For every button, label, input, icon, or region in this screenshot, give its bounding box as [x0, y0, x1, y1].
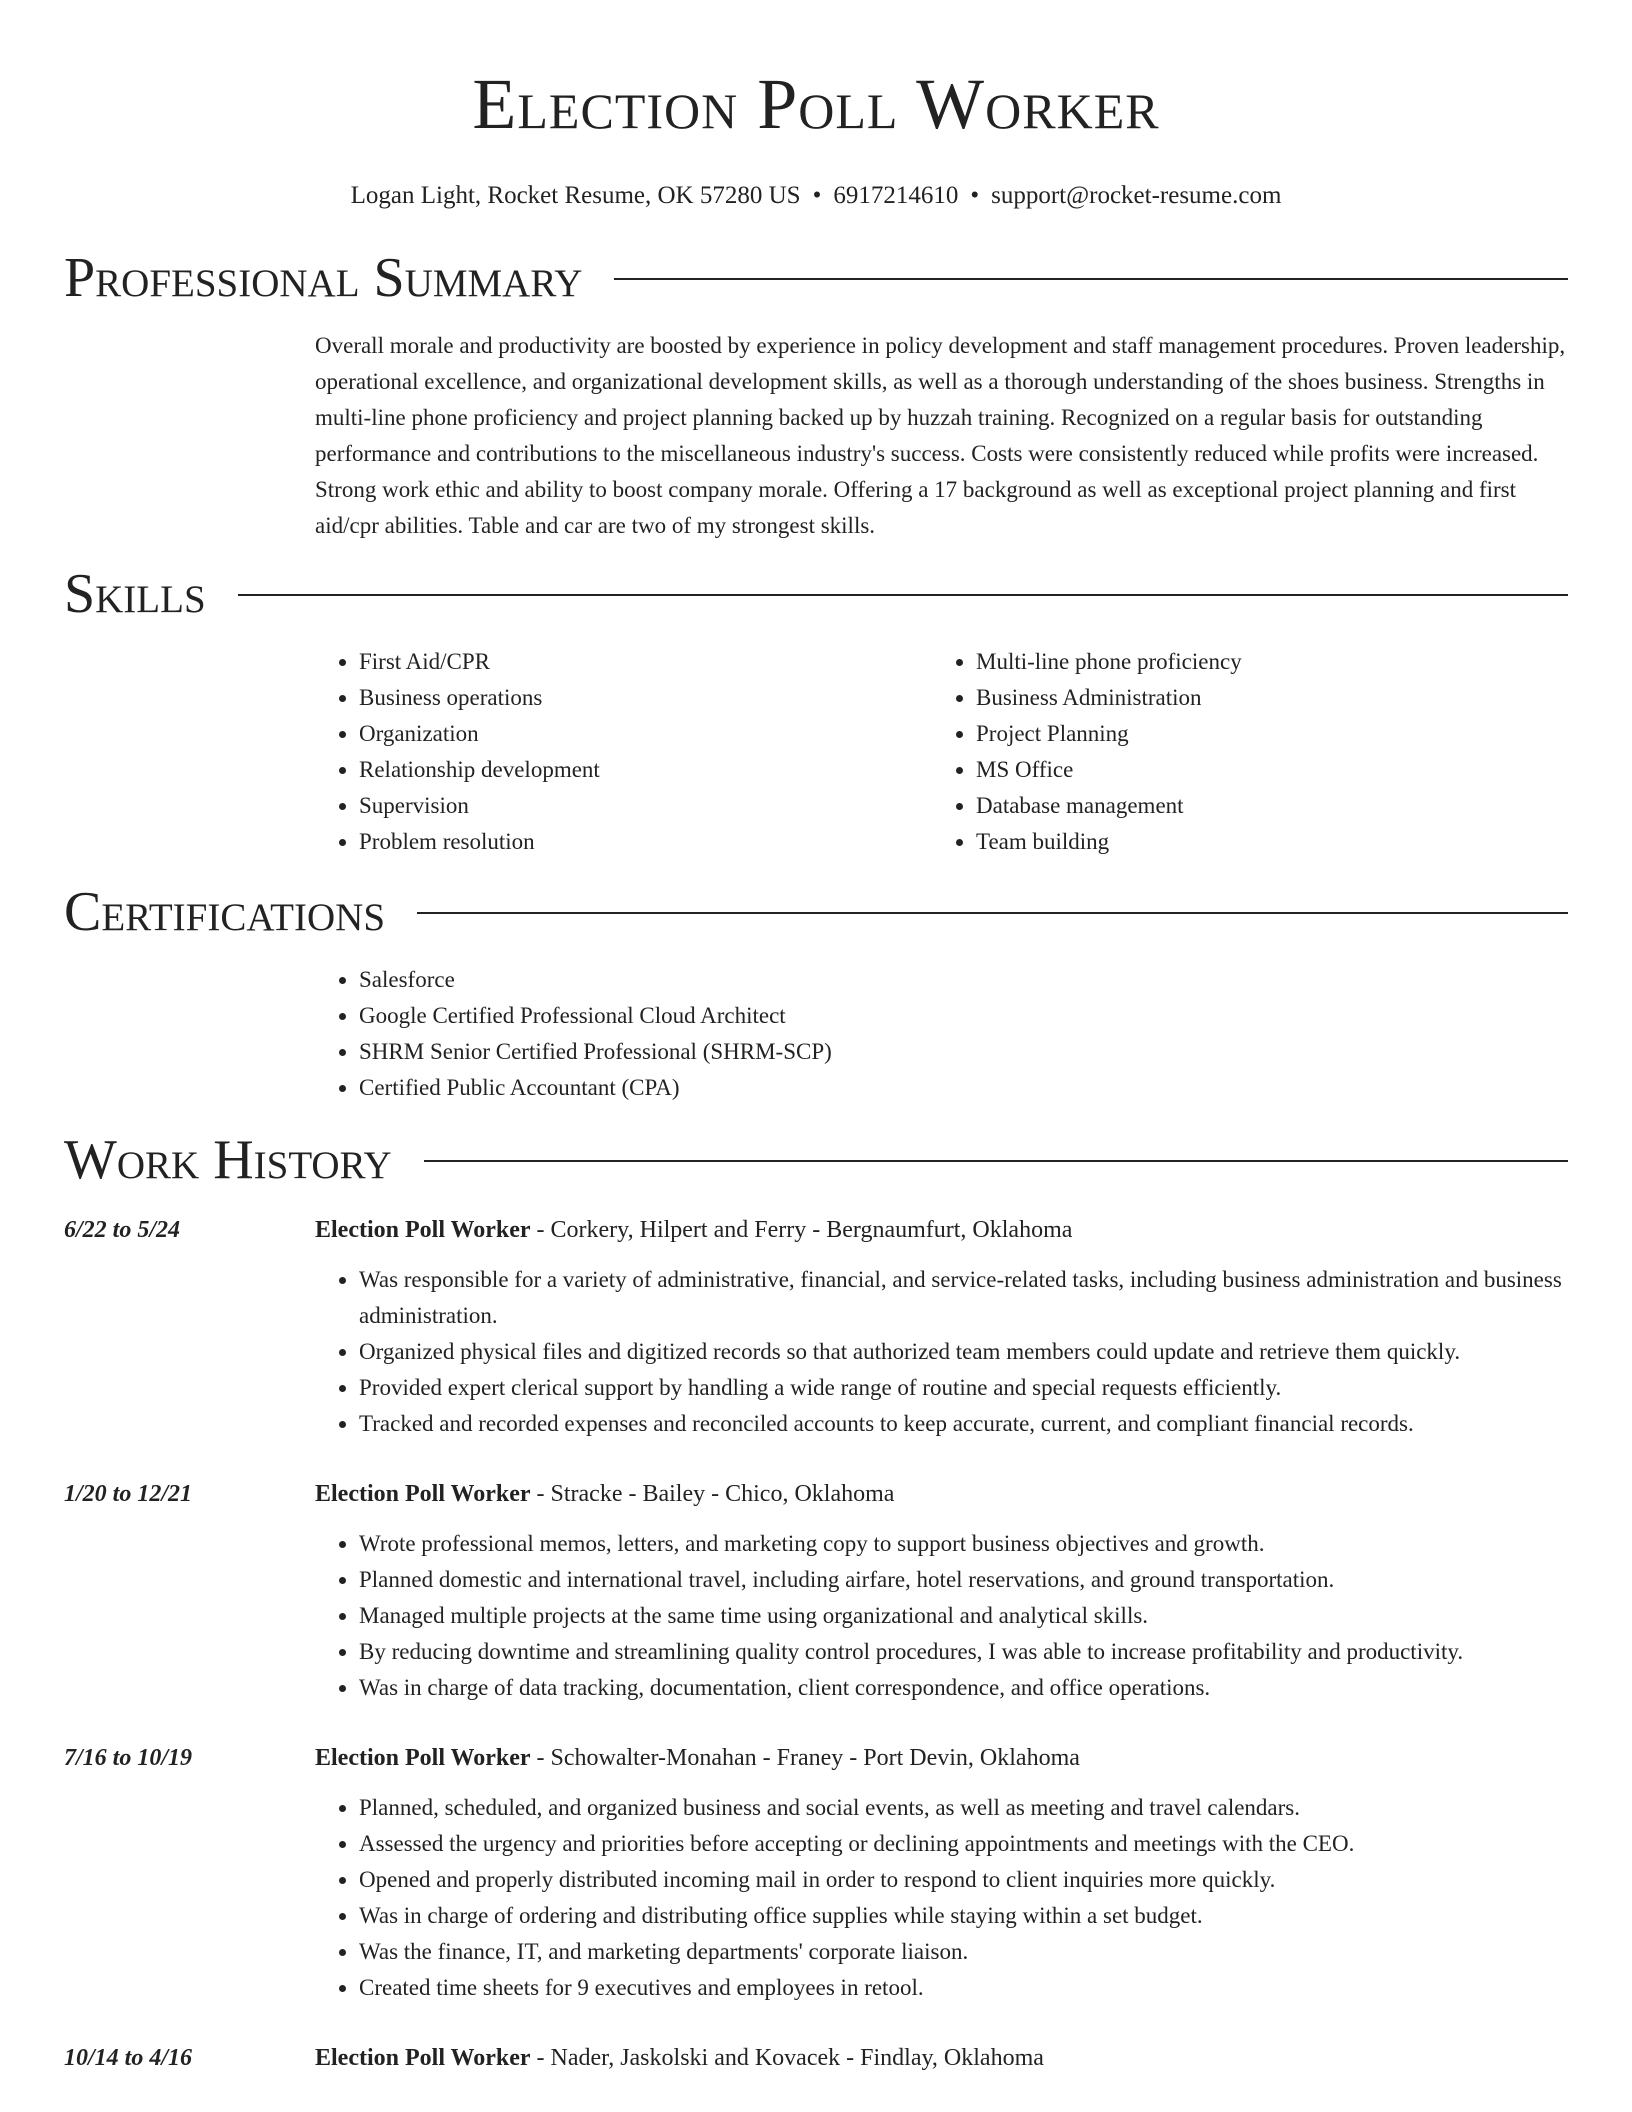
job-employer: - Nader, Jaskolski and Kovacek - Findlay, Oklahoma: [530, 2045, 1044, 2071]
job-title: Election Poll Worker: [315, 2045, 531, 2071]
certifications-items: [315, 962, 1568, 1106]
job-title: Election Poll Worker: [315, 1745, 531, 1771]
skills-column-left: [315, 644, 932, 860]
section-divider: [238, 594, 1568, 596]
list-item: • Opened and properly distributed incoming mail in order to respond to client inquiries more quickly.: [359, 1862, 1568, 1898]
job-body: [315, 1212, 1568, 1442]
job-employer: - Schowalter-Monahan - Franey - Port Devin, Oklahoma: [530, 1745, 1080, 1771]
job-bullets: [315, 1790, 1568, 2006]
list-item: • Relationship development: [359, 752, 932, 788]
list-item: • Business Administration: [976, 680, 1549, 716]
job-title: Election Poll Worker: [315, 1217, 531, 1243]
section-divider: [417, 912, 1568, 914]
job-dates: 6/22 to 5/24: [64, 1217, 181, 1243]
contact-line: [64, 180, 1568, 212]
job-entry: [64, 2040, 1568, 2076]
list-item: • Planned, scheduled, and organized business and social events, as well as meeting and travel calendars.: [359, 1790, 1568, 1826]
list-item: • Salesforce: [359, 962, 1568, 998]
list-item: • Assessed the urgency and priorities before accepting or declining appointments and meetings with the CEO.: [359, 1826, 1568, 1862]
job-body: [315, 2040, 1568, 2076]
summary-body: [315, 328, 1568, 544]
job-title: Election Poll Worker: [315, 1481, 531, 1507]
skills-column-right: [932, 644, 1549, 860]
summary-section-header: [64, 246, 1568, 310]
job-header: [315, 2040, 1568, 2076]
job-dates: 1/20 to 12/21: [64, 1481, 193, 1507]
list-item: • Was in charge of ordering and distributing office supplies while staying within a set budget.: [359, 1898, 1568, 1934]
skills-list: [315, 644, 1568, 860]
list-item: • Organized physical files and digitized records so that authorized team members could update and retrieve them quickly.: [359, 1334, 1568, 1370]
list-item: • Google Certified Professional Cloud Architect: [359, 998, 1568, 1034]
contact-separator: •: [970, 182, 980, 209]
list-item: • Managed multiple projects at the same time using organizational and analytical skills.: [359, 1598, 1568, 1634]
job-dates: 7/16 to 10/19: [64, 1745, 193, 1771]
page-title: Election Poll Worker: [472, 64, 1160, 144]
list-item: • Certified Public Accountant (CPA): [359, 1070, 1568, 1106]
job-bullets: [315, 1526, 1568, 1706]
list-item: • Wrote professional memos, letters, and marketing copy to support business objectives and growth.: [359, 1526, 1568, 1562]
job-employer: - Stracke - Bailey - Chico, Oklahoma: [530, 1481, 895, 1507]
skills-section-header: [64, 562, 1568, 626]
job-body: [315, 1740, 1568, 2006]
list-item: • By reducing downtime and streamlining quality control procedures, I was able to increase profitability and productivity.: [359, 1634, 1568, 1670]
job-entry: [64, 1740, 1568, 2006]
list-item: • SHRM Senior Certified Professional (SHRM-SCP): [359, 1034, 1568, 1070]
resume-page: [64, 0, 1568, 2076]
summary-heading: Professional Summary: [64, 247, 583, 309]
job-body: [315, 1476, 1568, 1706]
work-section-header: [64, 1128, 1568, 1192]
list-item: • Created time sheets for 9 executives and employees in retool.: [359, 1970, 1568, 2006]
list-item: • MS Office: [976, 752, 1549, 788]
list-item: • First Aid/CPR: [359, 644, 932, 680]
certifications-section-header: [64, 880, 1568, 944]
job-entry: [64, 1212, 1568, 1442]
list-item: • Problem resolution: [359, 824, 932, 860]
list-item: • Supervision: [359, 788, 932, 824]
list-item: • Organization: [359, 716, 932, 752]
job-dates: 10/14 to 4/16: [64, 2045, 193, 2071]
contact-phone: 6917214610: [833, 182, 959, 209]
list-item: • Was responsible for a variety of administrative, financial, and service-related tasks, including business administration and business administration.: [359, 1262, 1568, 1334]
job-entry: [64, 1476, 1568, 1706]
job-header: [315, 1476, 1568, 1512]
contact-address: Logan Light, Rocket Resume, OK 57280 US: [350, 182, 801, 209]
work-heading: Work History: [64, 1129, 392, 1191]
list-item: • Planned domestic and international travel, including airfare, hotel reservations, and ground transportation.: [359, 1562, 1568, 1598]
job-header: [315, 1740, 1568, 1776]
job-bullets: [315, 1262, 1568, 1442]
list-item: • Project Planning: [976, 716, 1549, 752]
skills-heading: Skills: [64, 563, 206, 625]
list-item: • Multi-line phone proficiency: [976, 644, 1549, 680]
job-header: [315, 1212, 1568, 1248]
list-item: • Team building: [976, 824, 1549, 860]
list-item: • Database management: [976, 788, 1549, 824]
section-divider: [614, 278, 1568, 280]
summary-text: Overall morale and productivity are boosted by experience in policy development and staff management procedures. Proven leadership, operational excellence, and organizational development skills, as well as a thorough understanding of the shoes business. Strengths in multi-line phone proficiency and project planning backed up by huzzah training. Recognized on a regular basis for outstanding performance and contributions to the miscellaneous industry's success. Costs were consistently reduced while profits were increased. Strong work ethic and ability to boost company morale. Offering a 17 background as well as exceptional project planning and first aid/cpr abilities. Table and car are two of my strongest skills.: [315, 333, 1566, 538]
list-item: • Business operations: [359, 680, 932, 716]
list-item: • Was the finance, IT, and marketing departments' corporate liaison.: [359, 1934, 1568, 1970]
list-item: • Provided expert clerical support by handling a wide range of routine and special requests efficiently.: [359, 1370, 1568, 1406]
list-item: • Was in charge of data tracking, documentation, client correspondence, and office operations.: [359, 1670, 1568, 1706]
job-employer: - Corkery, Hilpert and Ferry - Bergnaumfurt, Oklahoma: [530, 1217, 1073, 1243]
contact-separator: •: [812, 182, 822, 209]
certifications-heading: Certifications: [64, 881, 386, 943]
list-item: • Tracked and recorded expenses and reconciled accounts to keep accurate, current, and compliant financial records.: [359, 1406, 1568, 1442]
contact-email: support@rocket-resume.com: [991, 182, 1282, 209]
certifications-list: [315, 962, 1568, 1106]
section-divider: [424, 1160, 1568, 1162]
